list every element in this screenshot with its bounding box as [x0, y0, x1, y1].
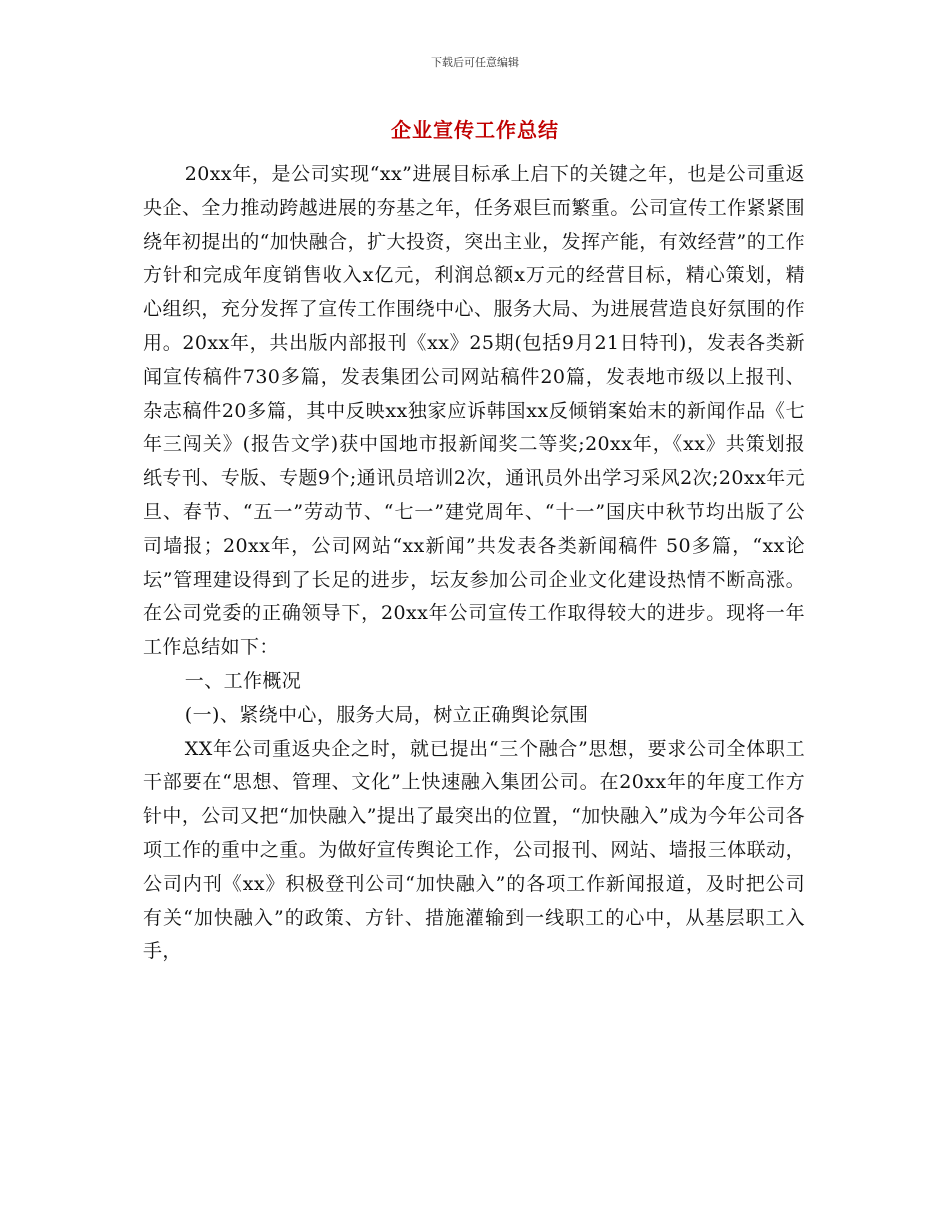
subsection-heading: (一)、紧绕中心，服务大局，树立正确舆论氛围 [184, 703, 589, 726]
paragraph-body: XX年公司重返央企之时，就已提出“三个融合”思想，要求公司全体职工干部要在“思想、管理、文化”上快速融入集团公司。在20xx年的年度工作方针中，公司又把“加快融入”提出了最突出的位置，“加快融入”成为今年公司各项工作的重中之重。为做好宣传舆论工作，公司报刊、网站、墙报三体联动，公司内刊《xx》积极登刊公司“加快融入”的各项工作新闻报道，及时把公司有关“加快融入”的政策、方针、措施灌输到一线职工的心中，从基层职工入手， [143, 737, 805, 963]
header-note: 下载后可任意编辑 [431, 56, 519, 69]
section-heading: 一、工作概况 [184, 669, 302, 692]
paragraph-intro: 20xx年，是公司实现“xx”进展目标承上启下的关键之年，也是公司重返央企、全力推动跨越进展的夯基之年，任务艰巨而繁重。公司宣传工作紧紧围绕年初提出的“加快融合，扩大投资，突出主业，发挥产能，有效经营”的工作方针和完成年度销售收入x亿元，利润总额x万元的经营目标，精心策划，精心组织，充分发挥了宣传工作围绕中心、服务大局、为进展营造良好氛围的作用。20xx年，共出版内部报刊《xx》25期(包括9月21日特刊)，发表各类新闻宣传稿件730多篇，发表集团公司网站稿件20篇，发表地市级以上报刊、杂志稿件20多篇，其中反映xx独家应诉韩国xx反倾销案始末的新闻作品《七年三闯关》(报告文学)获中国地市报新闻奖二等奖;20xx年，《xx》共策划报纸专刊、专版、专题9个;通讯员培训2次，通讯员外出学习采风2次;20xx年元旦、春节、“五一”劳动节、“七一”建党周年、“十一”国庆中秋节均出版了公司墙报；20xx年，公司网站“xx新闻”共发表各类新闻稿件 50多篇，“xx论坛”管理建设得到了长足的进步，坛友参加公司企业文化建设热情不断高涨。在公司党委的正确领导下，20xx年公司宣传工作取得较大的进步。现将一年工作总结如下： [143, 163, 805, 659]
document-title: 企业宣传工作总结 [391, 118, 559, 142]
document-body [143, 158, 805, 969]
